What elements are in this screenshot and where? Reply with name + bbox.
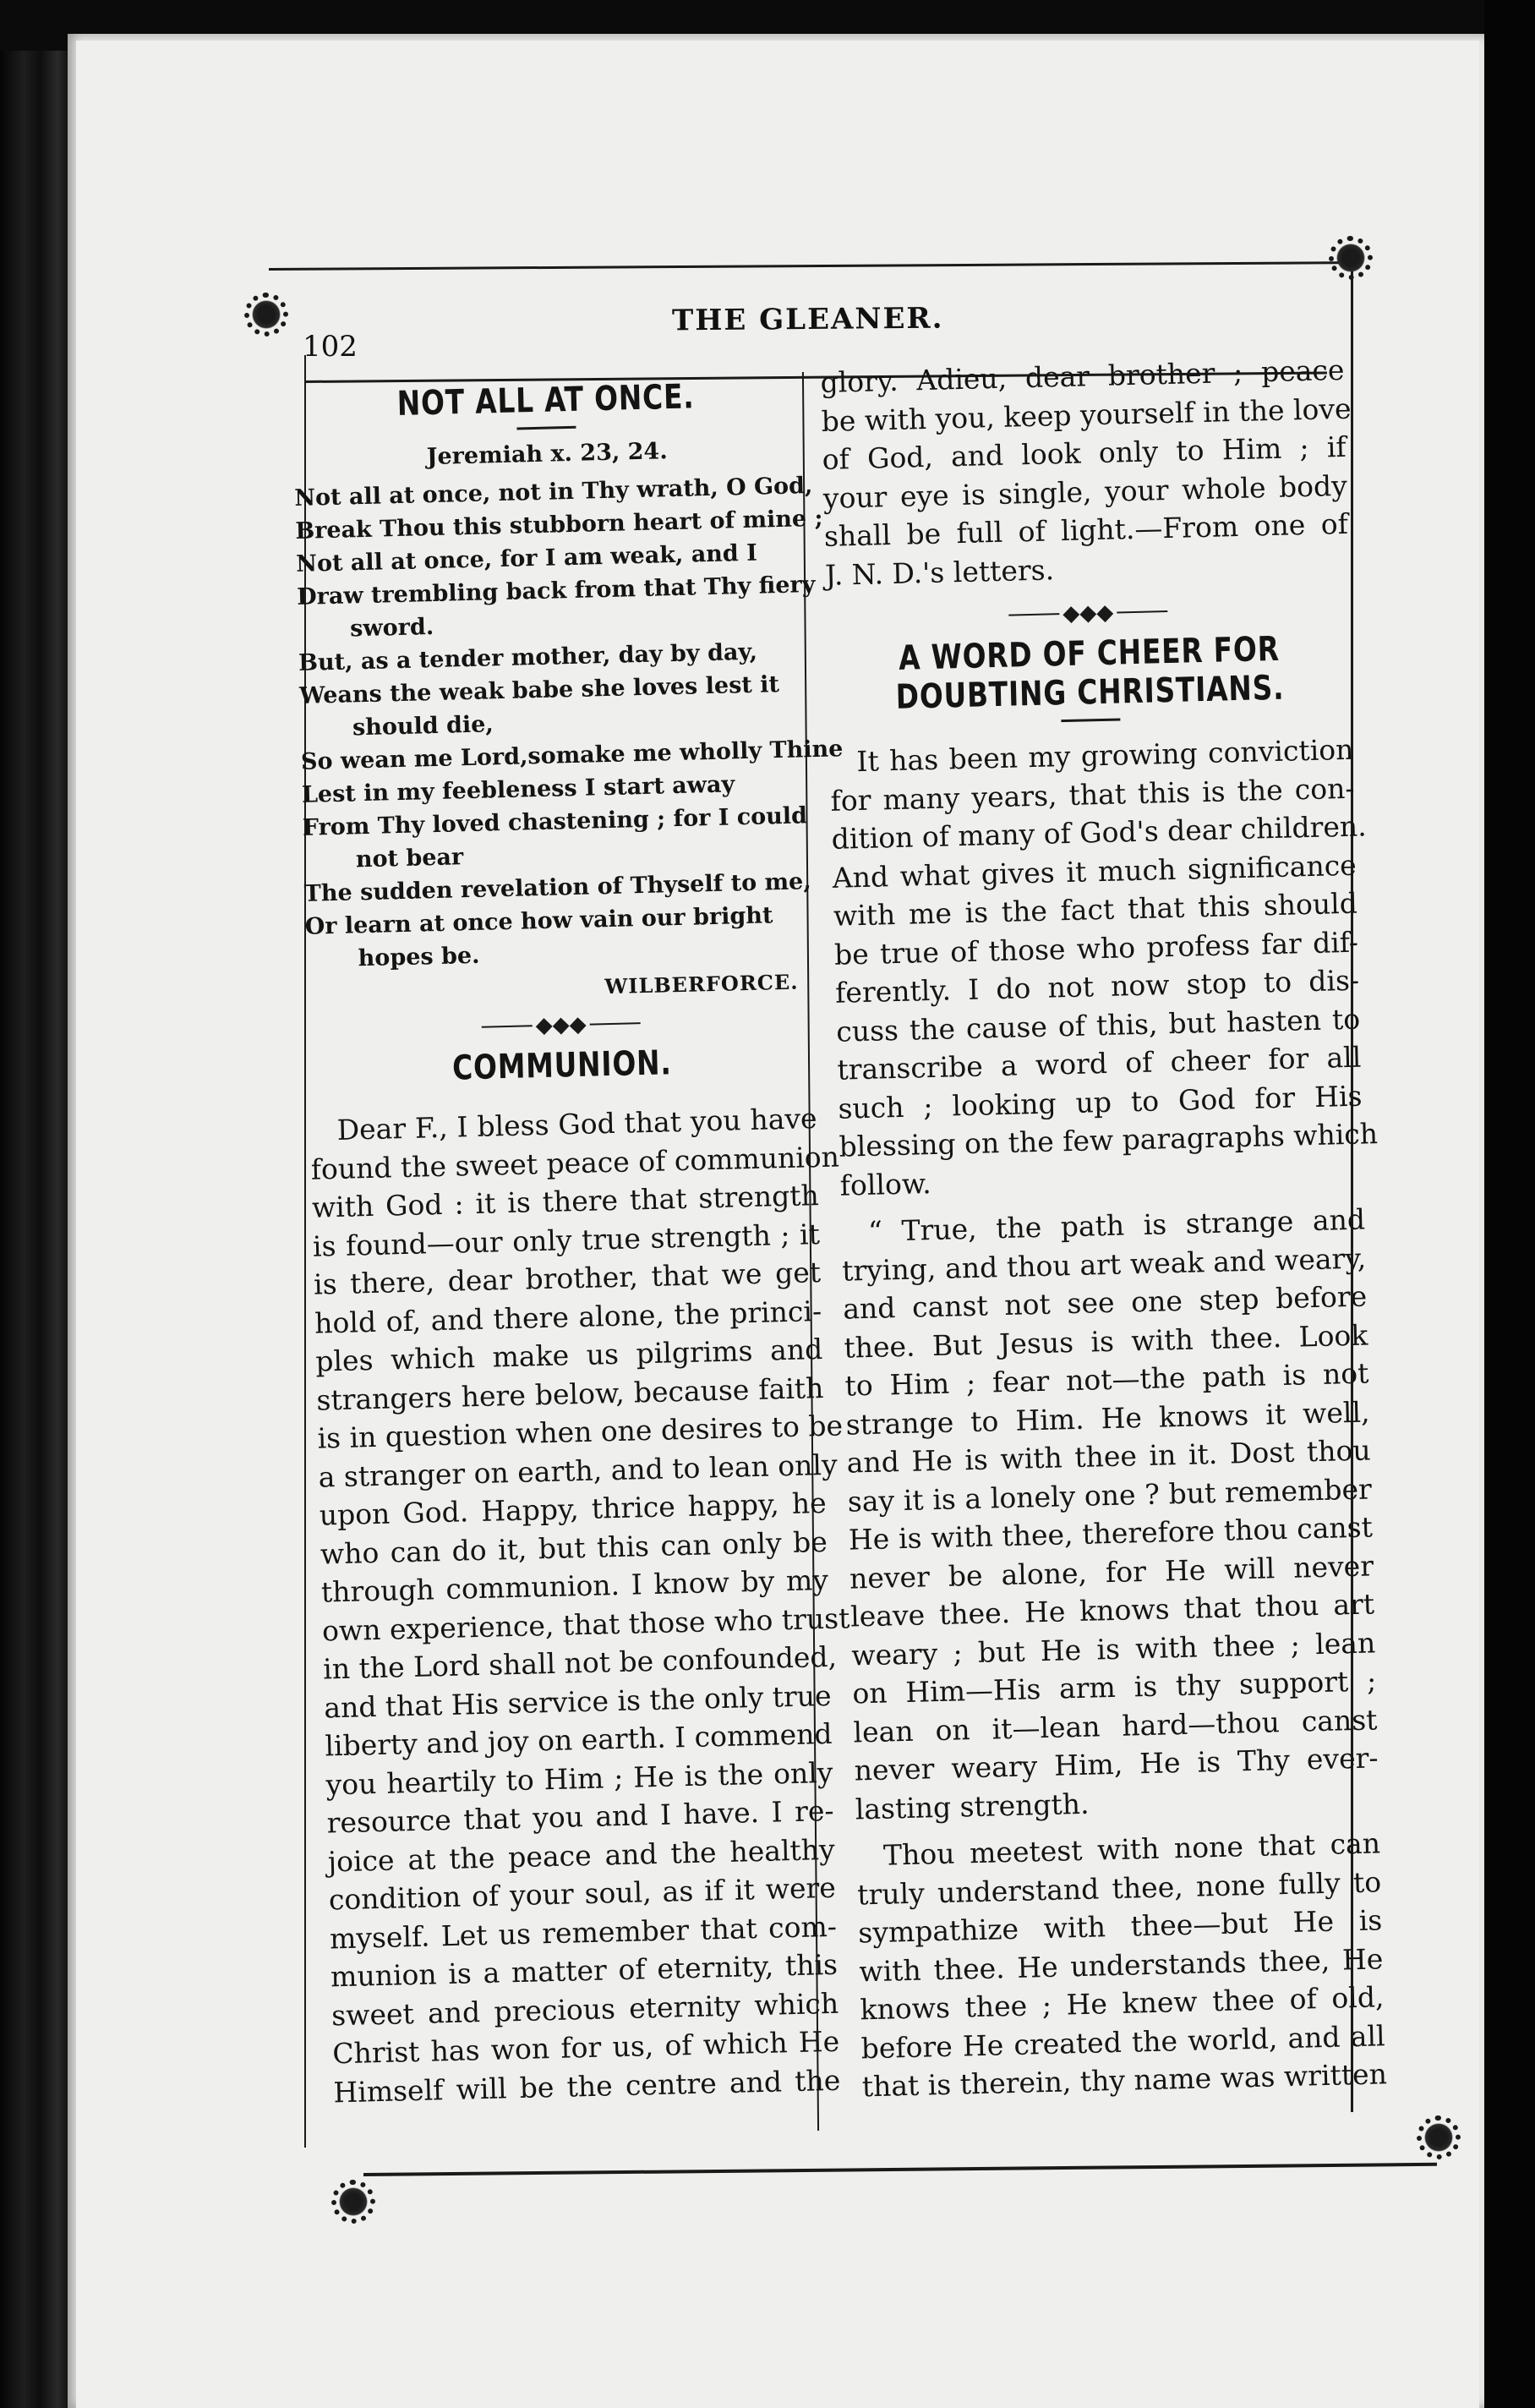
text-line: knows thee ; He knew thee of old,: [860, 1980, 1385, 2027]
text-line: and that His service is the only true: [323, 1678, 832, 1725]
text-line: with God : it is there that strength: [311, 1179, 820, 1224]
text-line: trying, and thou art weak and weary,: [841, 1241, 1367, 1288]
poem-line: Break Thou this stubborn heart of mine ;: [294, 505, 823, 545]
poem-line: Not all at once, for I am weak, and I: [295, 539, 758, 577]
text-line: lasting strength.: [855, 1787, 1090, 1825]
right-column: [820, 351, 1386, 2106]
article-body: [309, 1099, 850, 2111]
cheer-article: [827, 628, 1386, 2106]
running-title: THE GLEANER.: [671, 301, 944, 338]
left-column: [292, 368, 850, 2111]
text-line: And what gives it much significance: [832, 848, 1357, 895]
text-line: to Him ; fear not—the path is not: [844, 1356, 1369, 1403]
text-line: sympathize with thee—but He is: [857, 1903, 1383, 1950]
poem-line: Lest in my feebleness I start away: [301, 771, 735, 808]
text-line: Himself will be the centre and the: [332, 2063, 841, 2109]
text-line: is found—our only true strength ; it: [312, 1217, 821, 1263]
book-spine: [0, 51, 68, 2408]
text-line: truly understand thee, none fully to: [856, 1864, 1382, 1911]
text-line: “ True, the path is strange and: [867, 1202, 1366, 1248]
text-line: through communion. I know by my: [320, 1562, 829, 1609]
continued-text: [820, 351, 1352, 594]
text-line: say it is a lonely one ? but remember: [847, 1471, 1373, 1519]
text-line: you heartily to Him ; He is the only: [325, 1755, 833, 1801]
text-line: upon God. Happy, thrice happy, he: [319, 1486, 828, 1532]
text-line: condition of your soul, as if it were: [328, 1870, 837, 1917]
article-title: COMMUNION.: [451, 1043, 673, 1088]
text-line: of God, and look only to Him ; if: [822, 430, 1347, 476]
text-line: your eye is single, your whole body: [822, 468, 1348, 515]
text-line: own experience, that those who trust: [321, 1601, 850, 1648]
poem-line: should die,: [352, 711, 494, 742]
section-divider-ornament: ◆◆◆: [307, 1005, 815, 1044]
text-line: Thou meetest with none that can: [882, 1826, 1381, 1872]
text-line: myself. Let us remember that com-: [329, 1909, 838, 1955]
text-line: liberty and joy on earth. I commend: [324, 1716, 833, 1763]
text-line: Christ has won for us, of which He: [331, 2024, 840, 2071]
text-line: on Him—His arm is thy support ;: [851, 1664, 1377, 1710]
title-rule: [516, 426, 576, 430]
text-line: dition of many of God's dear children.: [831, 809, 1368, 856]
page-number: 102: [303, 330, 358, 364]
poem-title: NOT ALL AT ONCE.: [396, 377, 696, 424]
poem-line: Draw trembling back from that Thy fiery: [296, 571, 816, 610]
text-line: thee. But Jesus is with thee. Look: [843, 1318, 1368, 1365]
text-line: be with you, keep yourself in the love: [821, 391, 1352, 438]
text-line: in the Lord shall not be confounded,: [322, 1639, 838, 1686]
poem-line: But, as a tender mother, day by day,: [298, 638, 758, 676]
poem-line: From Thy loved chastening ; for I could: [302, 802, 808, 841]
poem-line: Or learn at once how vain our bright: [304, 902, 773, 940]
text-line: weary ; but He is with thee ; lean: [850, 1625, 1376, 1672]
text-line: is there, dear brother, that we get: [313, 1256, 822, 1301]
text-line: shall be full of light.—From one of: [823, 506, 1349, 553]
text-line: with me is the fact that this should: [833, 886, 1358, 933]
article-title-line-1: A WORD OF CHEER FOR: [898, 629, 1281, 678]
communion-article: [308, 1040, 850, 2111]
text-line: leave thee. He knows that thou art: [849, 1587, 1375, 1634]
text-line: that is therein, thy name was written: [861, 2057, 1388, 2104]
text-line: It has been my growing conviction: [856, 732, 1354, 779]
poem-section: [292, 375, 844, 1005]
text-line: found the sweet peace of communion: [310, 1139, 840, 1186]
text-line: who can do it, but this can only be: [320, 1524, 828, 1571]
text-line: follow.: [839, 1166, 932, 1202]
scan-background-right: [1484, 0, 1535, 2408]
text-line: lean on it—lean hard—thou canst: [853, 1702, 1378, 1749]
scripture-reference: Jeremiah x. 23, 24.: [426, 438, 669, 471]
paragraph-1: [829, 731, 1379, 1205]
text-line: cuss the cause of this, but hasten to: [835, 1002, 1361, 1048]
poem-line: So wean me Lord,somake me wholly Thine: [300, 736, 844, 775]
text-line: transcribe a word of cheer for all: [836, 1040, 1362, 1086]
text-line: strange to Him. He knows it well,: [845, 1394, 1370, 1442]
poem-line: hopes be.: [358, 942, 480, 972]
poem-line: not bear: [355, 844, 464, 873]
corner-rosette-ornament: [336, 2185, 370, 2219]
text-line: joice at the peace and the healthy: [327, 1832, 836, 1878]
text-line: J. N. D.'s letters.: [824, 552, 1055, 592]
text-line: blessing on the few paragraphs which: [839, 1117, 1379, 1163]
text-line: and canst not see one step before: [842, 1279, 1368, 1326]
text-line: never be alone, for He will never: [849, 1548, 1374, 1595]
text-line: be true of those who profess far dif-: [833, 925, 1359, 971]
poem-line: The sudden revelation of Thyself to me,: [303, 868, 812, 907]
article-title-line-2: DOUBTING CHRISTIANS.: [895, 668, 1285, 717]
text-line: for many years, that this is the con-: [830, 771, 1355, 818]
poem-body: [294, 469, 844, 976]
text-line: Dear F., I bless God that you have: [336, 1102, 817, 1147]
text-line: He is with thee, therefore thou canst: [848, 1510, 1374, 1557]
text-line: a stranger on earth, and to lean only: [318, 1448, 839, 1494]
poem-author: WILBERFORCE.: [604, 969, 799, 999]
poem-line: sword.: [349, 613, 434, 643]
corner-rosette-ornament: [249, 298, 283, 331]
text-line: never weary Him, He is Thy ever-: [854, 1741, 1379, 1787]
text-line: is in question when one desires to be: [317, 1409, 844, 1455]
text-line: and He is with thee in it. Dost thou: [846, 1433, 1372, 1480]
text-line: before He created the world, and all: [860, 2018, 1385, 2065]
text-line: munion is a matter of eternity, this: [330, 1947, 839, 1994]
corner-rosette-ornament: [1334, 241, 1368, 275]
text-line: strangers here below, because faith: [315, 1371, 824, 1417]
text-line: ples which make us pilgrims and: [314, 1333, 823, 1378]
poem-line: Not all at once, not in Thy wrath, O God,: [294, 472, 813, 512]
text-line: glory. Adieu, dear brother ; peace: [820, 353, 1345, 399]
text-line: ferently. I do not now stop to dis-: [834, 963, 1360, 1010]
corner-rosette-ornament: [1422, 2121, 1456, 2154]
text-line: sweet and precious eternity which: [330, 1986, 839, 2032]
paragraph-2: [841, 1201, 1380, 1829]
text-line: resource that you and I have. I re-: [326, 1793, 834, 1840]
poem-line: Weans the weak babe she loves lest it: [298, 671, 780, 709]
section-divider-ornament: ◆◆◆: [826, 594, 1351, 632]
title-rule: [1061, 718, 1120, 722]
text-line: with thee. He understands thee, He: [858, 1941, 1384, 1988]
text-line: such ; looking up to God for His: [838, 1079, 1363, 1125]
text-line: hold of, and there alone, the princi-: [314, 1294, 822, 1340]
paragraph-3: [856, 1824, 1387, 2106]
